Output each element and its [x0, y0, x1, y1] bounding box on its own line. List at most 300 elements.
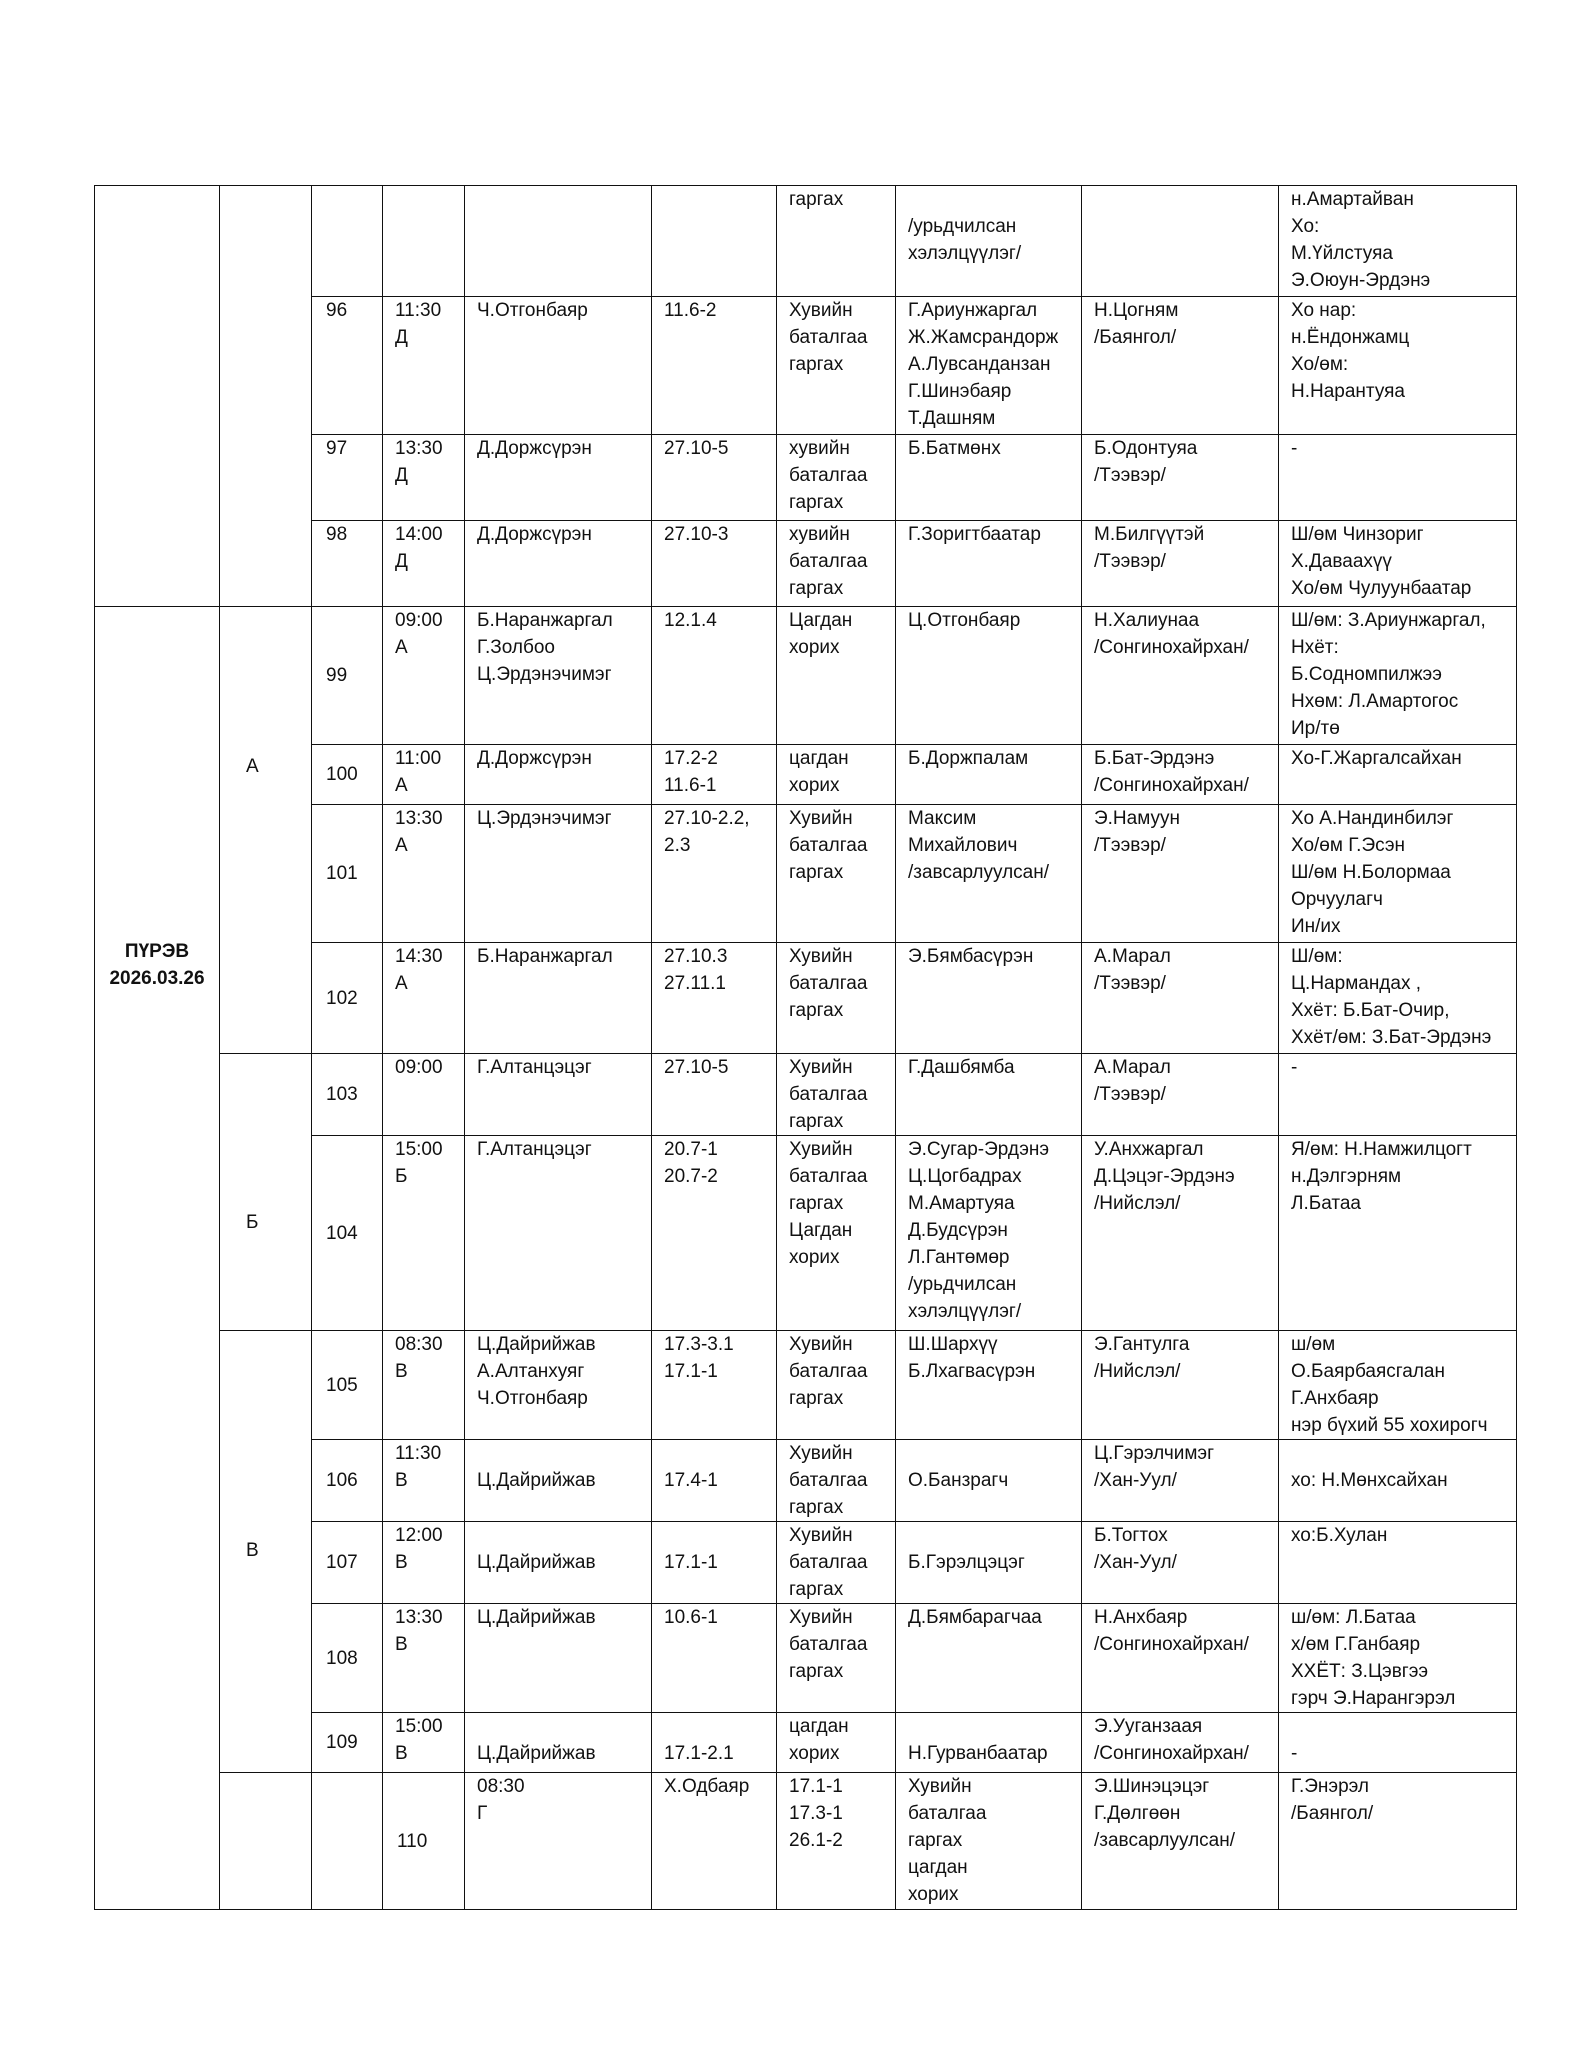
cell-line: А: [395, 637, 408, 658]
cell-line: Ч.Отгонбаяр: [477, 1388, 588, 1409]
cell-line: Б.Лхагвасүрэн: [908, 1361, 1036, 1382]
cell-line: Б.Тогтох: [1094, 1525, 1168, 1546]
cell-line: /Тээвэр/: [1094, 1084, 1166, 1105]
cell-line: гэрч Э.Нарангэрэл: [1291, 1688, 1456, 1709]
prosecutor-cell: [1082, 1331, 1279, 1440]
cell-line: Ц.Дайрийжав: [477, 1334, 596, 1355]
cell-line: баталгаа: [789, 1084, 868, 1105]
cell-line: В: [395, 1361, 408, 1382]
participants-cell: [1279, 1713, 1517, 1773]
judge-cell: [465, 745, 652, 805]
cell-line: х/өм Г.Ганбаяр: [1291, 1634, 1421, 1655]
cell-line: гаргах: [789, 1579, 844, 1600]
cell-line: ш/өм: Л.Батаа: [1291, 1607, 1416, 1628]
cell-line: /Сонгинохайрхан/: [1094, 637, 1249, 658]
time-cell: [383, 1440, 465, 1522]
measure-cell: [777, 745, 896, 805]
cell-line: гаргах: [789, 354, 844, 375]
cell-line: 11.6-1: [664, 775, 717, 796]
cell-line: [477, 186, 651, 213]
room-cell-empty: [312, 1773, 383, 1910]
cell-line: Ц.Эрдэнэчимэг: [477, 808, 612, 829]
cell-line: Б: [395, 1166, 408, 1187]
participants-cell: [1279, 943, 1517, 1054]
cell-line: 98: [326, 524, 348, 545]
cell-line: хувийн: [789, 438, 850, 459]
cell-line: А.Лувсанданзан: [908, 354, 1051, 375]
cell-line: /Нийслэл/: [1094, 1361, 1181, 1382]
article-cell: [652, 521, 777, 607]
cell-line: Л.Гантөмөр: [908, 1247, 1010, 1268]
defendant-cell: [896, 607, 1082, 745]
prosecutor-cell: [1082, 186, 1279, 297]
room-cell-empty: [220, 186, 312, 607]
cell-line: 08:30: [477, 1776, 525, 1797]
participants-cell: [1279, 607, 1517, 745]
cell-line: Г.Анхбаяр: [1291, 1388, 1379, 1409]
participants-cell: [1279, 1331, 1517, 1440]
participants-cell: [1279, 297, 1517, 435]
table-row: [95, 1054, 1517, 1136]
time-cell: [383, 943, 465, 1054]
cell-line: А: [395, 775, 408, 796]
cell-line: 102: [326, 987, 358, 1009]
cell-line: /Хан-Уул/: [1094, 1470, 1177, 1491]
cell-line: [908, 186, 1081, 213]
cell-line: ХХЁТ: З.Цэвгээ: [1291, 1661, 1429, 1682]
cell-line: Г.Шинэбаяр: [908, 381, 1012, 402]
cell-line: хорих: [789, 637, 840, 658]
cell-line: 20.7-2: [664, 1166, 718, 1187]
case-number-cell: [312, 1713, 383, 1773]
cell-line: М.Үйлстуяа: [1291, 243, 1393, 264]
defendant-cell: [896, 1054, 1082, 1136]
room-cell-a: [220, 607, 312, 1054]
cell-line: Ш/өм Чинзориг: [1291, 524, 1424, 545]
cell-line: Ц.Дайрийжав: [477, 1743, 596, 1764]
case-number-cell: [312, 1331, 383, 1440]
cell-line: Б.Гэрэлцэцэг: [908, 1552, 1025, 1573]
cell-line: Б.Доржпалам: [908, 748, 1029, 769]
case-number-cell: [312, 521, 383, 607]
cell-line: [908, 1440, 1081, 1467]
cell-line: Хо нар:: [1291, 300, 1357, 321]
cell-line: В: [395, 1470, 408, 1491]
cell-line: 96: [326, 300, 348, 321]
defendant-cell: [896, 1440, 1082, 1522]
time-cell: [383, 745, 465, 805]
cell-line: 17.2-2: [664, 748, 718, 769]
time-cell: [383, 1136, 465, 1331]
cell-line: 10.6-1: [664, 1607, 718, 1628]
cell-line: 20.7-1: [664, 1139, 718, 1160]
time-cell: [383, 435, 465, 521]
cell-line: 2.3: [664, 835, 691, 856]
cell-line: [477, 1713, 651, 1740]
defendant-cell: [896, 186, 1082, 297]
cell-line: гаргах: [789, 1388, 844, 1409]
measure-cell: [896, 1773, 1082, 1910]
cell-line: Н.Халиунаа: [1094, 610, 1200, 631]
cell-line: Д.Доржсүрэн: [477, 438, 592, 459]
measure-cell: [777, 435, 896, 521]
cell-line: Д.Цэцэг-Эрдэнэ: [1094, 1166, 1235, 1187]
cell-line: Орчуулагч: [1291, 889, 1383, 910]
cell-line: Ш/өм:: [1291, 946, 1343, 967]
cell-line: /урьдчилсан: [908, 216, 1017, 237]
cell-line: 15:00: [395, 1139, 443, 1160]
cell-line: О.Баярбаясгалан: [1291, 1361, 1445, 1382]
cell-line: 27.11.1: [664, 973, 726, 994]
time-cell: [383, 1604, 465, 1713]
judge-cell: [465, 1331, 652, 1440]
cell-line: Г.Дөлгөөн: [1094, 1803, 1181, 1824]
judge-cell: [465, 943, 652, 1054]
cell-line: Ххёт: Б.Бат-Очир,: [1291, 1000, 1450, 1021]
cell-line: В: [395, 1552, 408, 1573]
prosecutor-cell: [1082, 1136, 1279, 1331]
cell-line: баталгаа: [789, 1634, 868, 1655]
cell-line: хо: Н.Мөнхсайхан: [1291, 1470, 1448, 1491]
defendant-cell: [896, 1331, 1082, 1440]
cell-line: /завсарлуулсан/: [1094, 1830, 1236, 1851]
time-cell: [383, 297, 465, 435]
cell-line: Д.Доржсүрэн: [477, 748, 592, 769]
cell-line: гаргах: [789, 189, 844, 210]
article-cell: [652, 1331, 777, 1440]
cell-line: баталгаа: [789, 1552, 868, 1573]
cell-line: 110: [397, 1830, 428, 1852]
cell-line: [908, 1522, 1081, 1549]
article-cell: [652, 805, 777, 943]
cell-line: Ш.Шархүү: [908, 1334, 998, 1355]
cell-line: 11:30: [395, 1443, 442, 1464]
measure-cell: [777, 1440, 896, 1522]
prosecutor-cell: [1082, 943, 1279, 1054]
cell-line: /завсарлуулсан/: [908, 862, 1050, 883]
prosecutor-cell: [1082, 435, 1279, 521]
judge-cell: [465, 435, 652, 521]
cell-line: [1291, 1440, 1516, 1467]
cell-line: А.Марал: [1094, 1057, 1171, 1078]
prosecutor-cell: [1082, 805, 1279, 943]
cell-line: Ц.Дайрийжав: [477, 1470, 596, 1491]
cell-line: цагдан: [908, 1857, 968, 1878]
judge-cell: [465, 607, 652, 745]
cell-line: Хо/өм Чулуунбаатар: [1291, 578, 1472, 599]
participants-cell: [1279, 1136, 1517, 1331]
cell-line: Н.Гурванбаатар: [908, 1743, 1048, 1764]
cell-line: Хо:: [1291, 216, 1320, 237]
cell-line: Ш/өм: З.Ариунжаргал,: [1291, 610, 1486, 631]
measure-cell: [777, 1713, 896, 1773]
cell-line: нэр бүхий 55 хохирогч: [1291, 1415, 1488, 1436]
room-label: В: [246, 1540, 259, 1561]
cell-line: А: [395, 835, 408, 856]
cell-line: Э.Намуун: [1094, 808, 1180, 829]
judge-cell: [465, 1604, 652, 1713]
room-label: А: [246, 755, 259, 777]
cell-line: 17.1-1: [664, 1552, 718, 1573]
cell-line: Хувийн: [789, 946, 853, 967]
cell-line: Э.Ууганзаая: [1094, 1716, 1203, 1737]
cell-line: 27.10-2.2,: [664, 808, 750, 829]
cell-line: Хувийн: [789, 1525, 853, 1546]
cell-line: 14:30: [395, 946, 443, 967]
cell-line: Ир/тө: [1291, 718, 1340, 739]
cell-line: Хувийн: [789, 1057, 853, 1078]
judge-cell: [465, 805, 652, 943]
cell-line: 106: [326, 1470, 358, 1491]
cell-line: Б.Батмөнх: [908, 438, 1001, 459]
article-cell: [652, 1713, 777, 1773]
article-cell: [652, 1136, 777, 1331]
cell-line: /Сонгинохайрхан/: [1094, 1634, 1249, 1655]
cell-line: Хо/өм:: [1291, 354, 1349, 375]
cell-line: Г.Ариунжаргал: [908, 300, 1038, 321]
cell-line: Хо А.Нандинбилэг: [1291, 808, 1454, 829]
cell-line: /Тээвэр/: [1094, 551, 1166, 572]
case-number-cell: [312, 1136, 383, 1331]
cell-line: Д: [395, 465, 408, 486]
cell-line: 13:30: [395, 1607, 443, 1628]
cell-line: 100: [326, 764, 358, 785]
cell-line: 17.3-3.1: [664, 1334, 734, 1355]
day-cell: [95, 607, 220, 1910]
article-cell: [652, 943, 777, 1054]
case-number-cell: [383, 1773, 465, 1910]
cell-line: /Сонгинохайрхан/: [1094, 775, 1249, 796]
cell-line: Я/өм: Н.Намжилцогт: [1291, 1139, 1472, 1160]
article-cell: [652, 186, 777, 297]
cell-line: Э.Бямбасүрэн: [908, 946, 1034, 967]
cell-line: Нхөм: Л.Амартогос: [1291, 691, 1459, 712]
time-cell: [383, 607, 465, 745]
cell-line: /Баянгол/: [1291, 1803, 1374, 1824]
cell-line: Т.Дашням: [908, 408, 996, 429]
prosecutor-cell: [1279, 1773, 1517, 1910]
cell-line: хувийн: [789, 524, 850, 545]
cell-line: гаргах: [789, 492, 844, 513]
time-cell: [465, 1773, 652, 1910]
prosecutor-cell: [1082, 745, 1279, 805]
prosecutor-cell: [1082, 521, 1279, 607]
time-cell: [383, 521, 465, 607]
cell-line: хорих: [789, 775, 840, 796]
cell-line: А: [395, 973, 408, 994]
measure-cell: [777, 1604, 896, 1713]
cell-line: 97: [326, 438, 348, 459]
cell-line: баталгаа: [789, 973, 868, 994]
day-cell-empty: [220, 1773, 312, 1910]
cell-line: Хувийн: [789, 300, 853, 321]
cell-line: баталгаа: [789, 1166, 868, 1187]
judge-cell: [465, 1522, 652, 1604]
cell-line: баталгаа: [789, 835, 868, 856]
judge-cell: [465, 521, 652, 607]
article-cell: [652, 1054, 777, 1136]
cell-line: Г.Дашбямба: [908, 1057, 1015, 1078]
cell-line: гаргах: [789, 1193, 844, 1214]
case-number-cell: [312, 1440, 383, 1522]
defendant-cell: [1082, 1773, 1279, 1910]
cell-line: хорих: [789, 1247, 840, 1268]
cell-line: 108: [326, 1647, 358, 1669]
day-cell-empty: [95, 186, 220, 607]
cell-line: 09:00: [395, 1057, 443, 1078]
cell-line: цагдан: [789, 1716, 849, 1737]
prosecutor-cell: [1082, 1522, 1279, 1604]
prosecutor-cell: [1082, 297, 1279, 435]
cell-line: баталгаа: [789, 551, 868, 572]
article-cell: [652, 1604, 777, 1713]
cell-line: Г.Зоригтбаатар: [908, 524, 1041, 545]
cell-line: хэлэлцүүлэг/: [908, 243, 1022, 264]
cell-line: 27.10.3: [664, 946, 728, 967]
cell-line: [395, 186, 464, 213]
table-row: [95, 1773, 1517, 1910]
cell-line: [477, 1440, 651, 1467]
cell-line: 17.3-1: [789, 1803, 843, 1824]
participants-cell: [1279, 521, 1517, 607]
room-label: Б: [246, 1211, 259, 1233]
prosecutor-cell: [1082, 1604, 1279, 1713]
cell-line: [908, 1713, 1081, 1740]
case-number-cell: [312, 1522, 383, 1604]
cell-line: н.Ёндонжамц: [1291, 327, 1410, 348]
measure-cell: [777, 1054, 896, 1136]
cell-line: Ц.Цогбадрах: [908, 1166, 1022, 1187]
cell-line: 14:00: [395, 524, 443, 545]
cell-line: 08:30: [395, 1334, 443, 1355]
cell-line: Хо-Г.Жаргалсайхан: [1291, 748, 1462, 769]
cell-line: /Нийслэл/: [1094, 1193, 1181, 1214]
cell-line: гаргах: [789, 578, 844, 599]
cell-line: хорих: [908, 1884, 959, 1905]
case-number-cell: [312, 186, 383, 297]
cell-line: 15:00: [395, 1716, 443, 1737]
cell-line: Ин/их: [1291, 916, 1341, 937]
case-number-cell: [312, 805, 383, 943]
measure-cell: [777, 186, 896, 297]
cell-line: гаргах: [908, 1830, 963, 1851]
cell-line: 17.1-1: [664, 1361, 718, 1382]
cell-line: Ж.Жамсрандорж: [908, 327, 1059, 348]
cell-line: Э.Оюун-Эрдэнэ: [1291, 270, 1431, 291]
cell-line: Цагдан: [789, 610, 853, 631]
cell-line: Ц.Эрдэнэчимэг: [477, 664, 612, 685]
cell-line: Б.Наранжаргал: [477, 610, 613, 631]
cell-line: /Тээвэр/: [1094, 973, 1166, 994]
day-name: ПҮРЭВ: [124, 941, 190, 962]
cell-line: Э.Гантулга: [1094, 1334, 1190, 1355]
cell-line: 13:30: [395, 438, 443, 459]
day-date: 2026.03.26: [109, 968, 205, 989]
measure-cell: [777, 607, 896, 745]
cell-line: Г.Алтанцэцэг: [477, 1057, 592, 1078]
cell-line: Цагдан: [789, 1220, 853, 1241]
cell-line: Б.Бат-Эрдэнэ: [1094, 748, 1215, 769]
cell-line: 103: [326, 1084, 358, 1105]
cell-line: гаргах: [789, 862, 844, 883]
table-row: [95, 1331, 1517, 1440]
article-cell: [652, 745, 777, 805]
cell-line: Ц.Нармандах ,: [1291, 973, 1422, 994]
time-cell: [383, 1054, 465, 1136]
measure-cell: [777, 1331, 896, 1440]
cell-line: Нхёт:: [1291, 637, 1339, 658]
article-cell: [652, 1522, 777, 1604]
cell-line: [326, 186, 382, 213]
cell-line: 109: [326, 1732, 358, 1753]
judge-cell: [465, 1713, 652, 1773]
cell-line: [664, 1440, 776, 1467]
article-cell: [652, 607, 777, 745]
cell-line: [664, 186, 776, 213]
cell-line: 104: [326, 1222, 358, 1244]
cell-line: 105: [326, 1374, 358, 1396]
participants-cell: [1279, 1054, 1517, 1136]
time-cell: [383, 1713, 465, 1773]
cell-line: /Тээвэр/: [1094, 835, 1166, 856]
defendant-cell: [896, 1713, 1082, 1773]
judge-cell: [465, 186, 652, 297]
case-number-cell: [312, 297, 383, 435]
case-number-cell: [312, 607, 383, 745]
cell-line: Хувийн: [789, 808, 853, 829]
participants-cell: [1279, 435, 1517, 521]
time-cell: [383, 805, 465, 943]
judge-cell: [652, 1773, 777, 1910]
cell-line: Г: [477, 1803, 488, 1824]
article-cell: [652, 1440, 777, 1522]
cell-line: 17.1-1: [789, 1776, 843, 1797]
cell-line: Хувийн: [789, 1443, 853, 1464]
measure-cell: [777, 1522, 896, 1604]
cell-line: Ц.Дайрийжав: [477, 1607, 596, 1628]
participants-cell: [1279, 186, 1517, 297]
cell-line: 13:30: [395, 808, 443, 829]
cell-line: Э.Шинэцэцэг: [1094, 1776, 1210, 1797]
prosecutor-cell: [1082, 1440, 1279, 1522]
defendant-cell: [896, 943, 1082, 1054]
measure-cell: [777, 297, 896, 435]
cell-line: Л.Батаа: [1291, 1193, 1361, 1214]
measure-cell: [777, 1136, 896, 1331]
article-cell: [652, 297, 777, 435]
table-row: [95, 186, 1517, 297]
defendant-cell: [896, 297, 1082, 435]
case-number-cell: [312, 1054, 383, 1136]
cell-line: гаргах: [789, 1497, 844, 1518]
cell-line: Г.Алтанцэцэг: [477, 1139, 592, 1160]
room-cell-v: [220, 1331, 312, 1773]
case-number-cell: [312, 1604, 383, 1713]
cell-line: Хувийн: [789, 1139, 853, 1160]
cell-line: Н.Анхбаяр: [1094, 1607, 1188, 1628]
cell-line: Ц.Дайрийжав: [477, 1552, 596, 1573]
cell-line: баталгаа: [789, 327, 868, 348]
cell-line: баталгаа: [789, 1470, 868, 1491]
cell-line: [664, 1522, 776, 1549]
cell-line: [1094, 186, 1278, 213]
case-number-cell: [312, 745, 383, 805]
cell-line: баталгаа: [789, 465, 868, 486]
cell-line: /Тээвэр/: [1094, 465, 1166, 486]
cell-line: -: [1291, 1057, 1298, 1078]
prosecutor-cell: [1082, 1713, 1279, 1773]
cell-line: 99: [326, 665, 348, 686]
